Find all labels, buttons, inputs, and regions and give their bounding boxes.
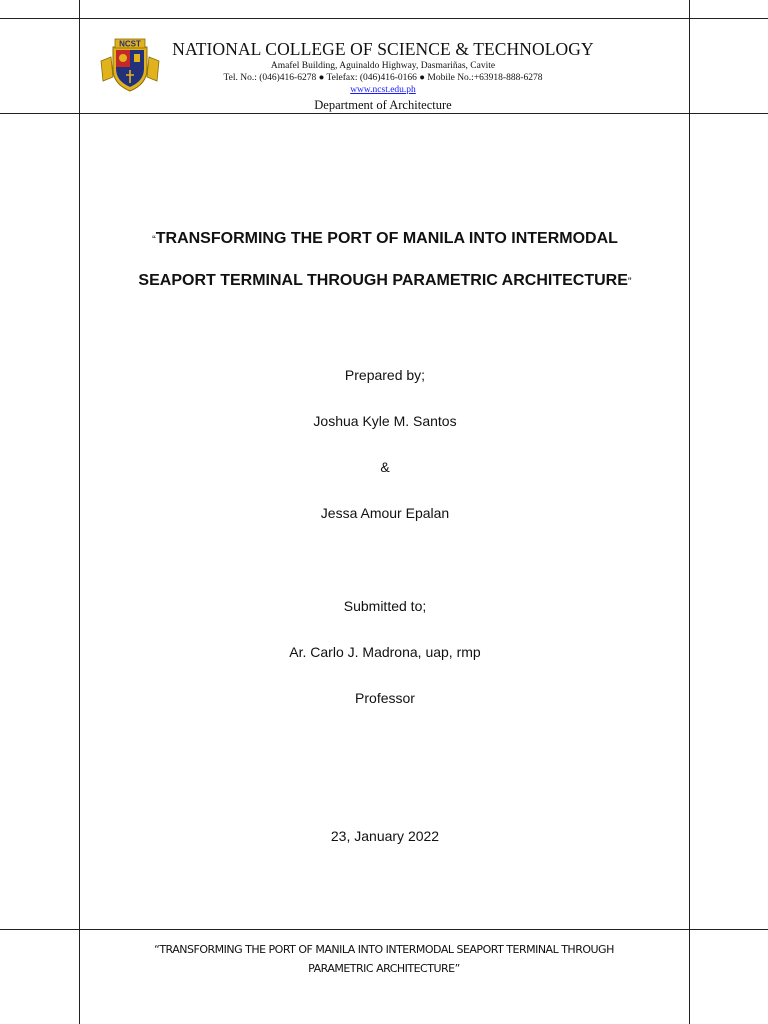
ncst-logo: [99, 37, 161, 93]
title-line-2-text: SEAPORT TERMINAL THROUGH PARAMETRIC ARCHITECTURE: [138, 272, 628, 289]
college-name: NATIONAL COLLEGE OF SCIENCE & TECHNOLOGY: [172, 39, 594, 59]
college-address: Amafel Building, Aguinaldo Highway, Dasmariñas, Cavite: [270, 61, 496, 71]
advisor-role: Professor: [355, 690, 415, 706]
title-line-2: [90, 272, 680, 290]
college-contact: Tel. No.: (046)416-6278 ● Telefax: (046)416-0166 ● Mobile No.:+63918-888-6278: [223, 73, 543, 83]
submission-date: 23, January 2022: [330, 828, 440, 844]
author-separator: &: [380, 459, 390, 475]
college-website-link[interactable]: www.ncst.edu.ph: [350, 85, 416, 95]
footer-line-1: “TRANSFORMING THE PORT OF MANILA INTO INTERMODAL SEAPORT TERMINAL THROUGH: [154, 943, 614, 956]
left-margin-line: [79, 0, 80, 1024]
footer-divider: [0, 929, 768, 930]
title-line-1: [90, 230, 680, 248]
department-name: Department of Architecture: [314, 98, 452, 112]
footer-line-2: PARAMETRIC ARCHITECTURE”: [308, 962, 460, 975]
logo-lettering: NCST: [119, 39, 141, 49]
title-open-quote: “: [152, 234, 156, 246]
title-line-1-text: TRANSFORMING THE PORT OF MANILA INTO INTERMODAL: [155, 230, 618, 247]
submitted-to-label: Submitted to;: [343, 598, 427, 614]
title-close-quote: ”: [627, 276, 632, 288]
footer-title: [95, 940, 673, 978]
header-divider: [0, 113, 768, 114]
author-2: Jessa Amour Epalan: [320, 505, 450, 521]
top-border-line: [0, 18, 768, 19]
author-1: Joshua Kyle M. Santos: [313, 413, 457, 429]
right-margin-line: [689, 0, 690, 1024]
prepared-by-label: Prepared by;: [344, 367, 426, 383]
letterhead: [160, 38, 606, 113]
advisor-name: Ar. Carlo J. Madrona, uap, rmp: [289, 644, 481, 660]
